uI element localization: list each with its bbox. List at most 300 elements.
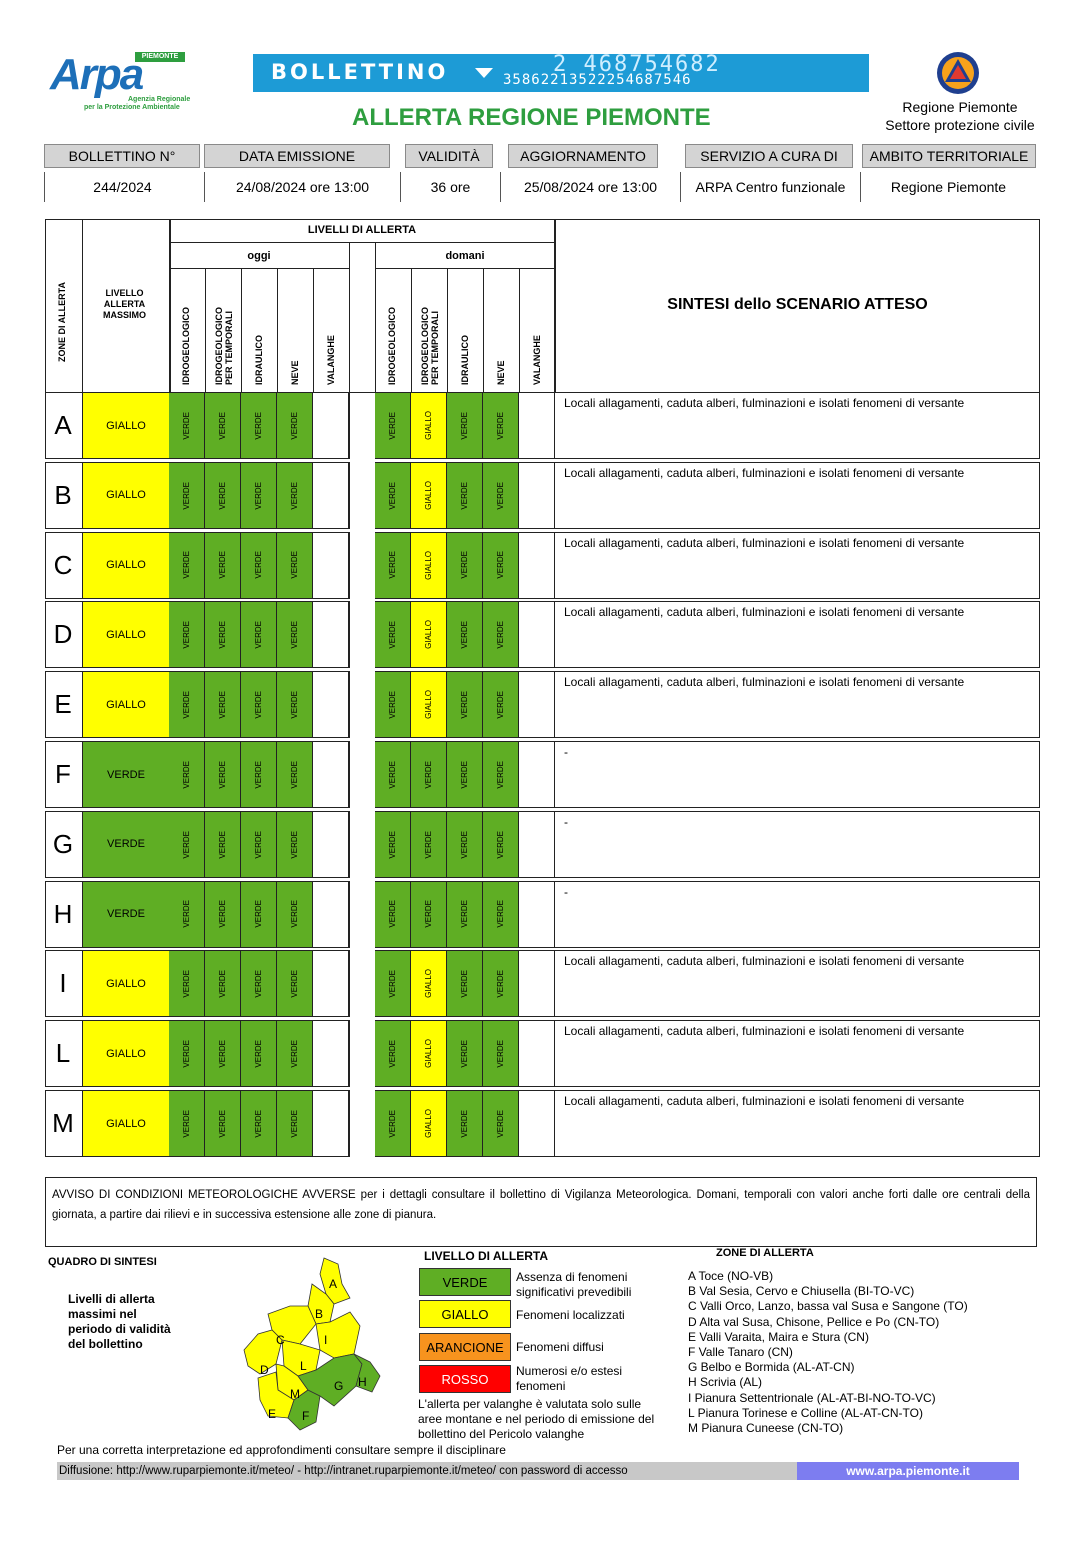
tomorrow-level-cell — [411, 533, 447, 598]
legend-giallo: GIALLO — [419, 1300, 511, 1328]
tomorrow-level-cell — [483, 1021, 519, 1086]
legend-title: LIVELLO DI ALLERTA — [424, 1249, 548, 1263]
tomorrow-level-cell — [519, 742, 555, 807]
tomorrow-level-cell — [411, 742, 447, 807]
logo-subtitle-2: per la Protezione Ambientale — [84, 104, 180, 111]
today-level-cell — [205, 742, 241, 807]
today-level-cell — [205, 882, 241, 947]
level-label: VERDE — [290, 760, 299, 789]
today-level-cell — [169, 812, 205, 877]
level-label: VERDE — [388, 900, 397, 928]
today-level-cell — [169, 463, 205, 528]
level-label: VERDE — [218, 690, 227, 719]
level-label: VERDE — [496, 411, 505, 440]
legend-arancione-desc: Fenomeni diffusi — [516, 1340, 604, 1354]
level-label: VERDE — [388, 621, 397, 649]
today-level-cell — [313, 1021, 349, 1086]
tomorrow-level-cell — [375, 742, 411, 807]
today-level-cell — [169, 951, 205, 1016]
level-label: VERDE — [182, 1109, 191, 1138]
zone-letter: B — [54, 479, 72, 510]
legend-rosso: ROSSO — [419, 1365, 511, 1393]
zone-legend-item: M Pianura Cuneese (CN-TO) — [688, 1421, 844, 1435]
scenario-text: - — [564, 745, 568, 759]
logo-badge: PIEMONTE — [135, 52, 185, 62]
level-label: VERDE — [182, 970, 191, 998]
level-label: VERDE — [460, 411, 469, 440]
level-label: VERDE — [218, 1109, 227, 1138]
tomorrow-level-cell — [447, 951, 483, 1016]
logo-subtitle-1: Agenzia Regionale — [128, 96, 191, 103]
tomorrow-level-cell — [483, 393, 519, 458]
today-level-cell — [277, 812, 313, 877]
zone-letter: E — [54, 689, 72, 720]
today-level-cell — [313, 533, 349, 598]
today-level-cell — [241, 951, 277, 1016]
level-label: VERDE — [496, 1039, 505, 1068]
level-label: VERDE — [218, 1039, 227, 1068]
level-label: VERDE — [496, 1109, 505, 1138]
level-label: VERDE — [460, 1039, 469, 1068]
level-label: VERDE — [254, 1039, 263, 1068]
info-header-ambito: AMBITO TERRITORIALE — [862, 144, 1036, 168]
scenario-text: Locali allagamenti, caduta alberi, fulminazioni e isolati fenomeni di versante — [564, 1094, 965, 1108]
level-label: GIALLO — [424, 550, 433, 580]
tomorrow-level-cell — [411, 812, 447, 877]
tomorrow-level-cell — [483, 463, 519, 528]
level-label: VERDE — [460, 900, 469, 928]
level-label: GIALLO — [424, 1109, 433, 1138]
col-neve-tomorrow: NEVE — [496, 360, 506, 385]
zone-letter: D — [53, 619, 73, 650]
max-level-cell: GIALLO — [82, 602, 170, 667]
level-label: VERDE — [290, 1039, 299, 1068]
tomorrow-level-cell — [447, 533, 483, 598]
tomorrow-level-cell — [519, 882, 555, 947]
level-label: VERDE — [290, 411, 299, 440]
weather-warning: AVVISO DI CONDIZIONI METEOROLOGICHE AVVERSE per i dettagli consultare il bollettino di Vigilanza Meteorologica. Domani, temporali con valori anche forti dalle ore centrali della giornata, a partire dai rilievi e in successiva estensione alle zone di pianura. — [45, 1177, 1037, 1247]
max-level-cell: VERDE — [82, 742, 170, 807]
today-level-cell — [313, 742, 349, 807]
today-level-cell — [313, 951, 349, 1016]
zone-letter: M — [52, 1108, 74, 1138]
level-label: VERDE — [388, 551, 397, 579]
zone-letter: A — [54, 410, 72, 440]
today-level-cell — [277, 672, 313, 737]
tomorrow-level-cell — [375, 463, 411, 528]
level-label: VERDE — [388, 970, 397, 998]
tomorrow-level-cell — [447, 393, 483, 458]
tomorrow-level-cell — [411, 393, 447, 458]
level-label: VERDE — [460, 481, 469, 510]
today-level-cell — [205, 672, 241, 737]
today-level-cell — [241, 463, 277, 528]
level-label: VERDE — [182, 551, 191, 579]
today-level-cell — [169, 882, 205, 947]
today-level-cell — [241, 533, 277, 598]
tomorrow-level-cell — [447, 463, 483, 528]
col-idrogeologico-today: IDROGEOLOGICO — [181, 306, 191, 385]
map-label-d: D — [260, 1363, 269, 1377]
level-label: VERDE — [460, 970, 469, 998]
zone-letter: L — [55, 1038, 71, 1069]
tomorrow-level-cell — [483, 672, 519, 737]
zone-legend-item: A Toce (NO-VB) — [688, 1269, 774, 1283]
level-label: VERDE — [460, 690, 469, 719]
tomorrow-level-cell — [375, 393, 411, 458]
footer-site-link[interactable]: www.arpa.piemonte.it — [797, 1462, 1019, 1480]
legend-valanghe-note: L'allerta per valanghe è valutata solo sulle aree montane e nel periodo di emissione del bollettino del Pericolo valanghe — [418, 1397, 655, 1441]
level-label: VERDE — [254, 621, 263, 649]
today-level-cell — [277, 533, 313, 598]
max-level-cell: GIALLO — [82, 672, 170, 737]
level-label: GIALLO — [424, 690, 433, 720]
level-label: GIALLO — [424, 620, 433, 650]
level-label: VERDE — [496, 760, 505, 789]
level-label: VERDE — [182, 621, 191, 649]
banner-label: BOLLETTINO — [271, 60, 449, 84]
tomorrow-level-cell — [375, 1091, 411, 1156]
level-label: VERDE — [496, 551, 505, 579]
map-label-a: A — [329, 1277, 338, 1291]
level-label: VERDE — [254, 830, 263, 859]
scenario-text: Locali allagamenti, caduta alberi, fulminazioni e isolati fenomeni di versante — [564, 1024, 965, 1039]
level-label: VERDE — [218, 621, 227, 649]
legend-verde-desc: Assenza di fenomeni significativi prevedibili — [516, 1270, 632, 1299]
map-label-c: C — [276, 1333, 285, 1347]
footer-diffusion[interactable]: Diffusione: http://www.ruparpiemonte.it/meteo/ - http://intranet.ruparpiemonte.it/meteo/ con password di accesso — [57, 1462, 797, 1480]
max-level-cell: GIALLO — [82, 1091, 170, 1156]
scenario-text: Locali allagamenti, caduta alberi, fulminazioni e isolati fenomeni di versante — [564, 954, 965, 969]
level-label: VERDE — [388, 411, 397, 440]
max-level-cell: VERDE — [82, 882, 170, 947]
tomorrow-level-cell — [411, 1021, 447, 1086]
zones-legend-title: ZONE DI ALLERTA — [716, 1247, 814, 1259]
info-value-bollettino: 244/2024 — [44, 172, 200, 202]
max-level-cell: GIALLO — [82, 393, 170, 458]
level-label: VERDE — [254, 411, 263, 440]
map-label-e: E — [268, 1407, 277, 1421]
max-level-cell: VERDE — [82, 812, 170, 877]
col-idraulico-today: IDRAULICO — [254, 335, 264, 385]
max-level-cell: GIALLO — [82, 533, 170, 598]
tomorrow-level-cell — [411, 602, 447, 667]
region-line-2: Settore protezione civile — [885, 117, 1035, 133]
level-label: VERDE — [254, 900, 263, 928]
region-line-1: Regione Piemonte — [902, 99, 1018, 115]
tomorrow-level-cell — [447, 602, 483, 667]
info-header-bollettino: BOLLETTINO N° — [44, 144, 200, 168]
today-level-cell — [205, 602, 241, 667]
zone-legend-item: L Pianura Torinese e Colline (AL-AT-CN-TO) — [688, 1405, 923, 1420]
today-level-cell — [313, 812, 349, 877]
logo-text: Arpa — [50, 50, 143, 99]
level-label: VERDE — [182, 481, 191, 510]
tomorrow-level-cell — [483, 882, 519, 947]
tomorrow-level-cell — [375, 812, 411, 877]
scenario-text: Locali allagamenti, caduta alberi, fulminazioni e isolati fenomeni di versante — [564, 605, 965, 620]
today-level-cell — [277, 602, 313, 667]
level-label: VERDE — [254, 481, 263, 510]
tomorrow-level-cell — [483, 951, 519, 1016]
tomorrow-level-cell — [519, 1091, 555, 1156]
zone-legend-item: D Alta val Susa, Chisone, Pellice e Po (CN-TO) — [688, 1314, 940, 1329]
map-label-m: M — [290, 1387, 300, 1401]
level-label: VERDE — [218, 900, 227, 928]
today-level-cell — [169, 742, 205, 807]
tomorrow-level-cell — [483, 533, 519, 598]
today-level-cell — [313, 1091, 349, 1156]
legend-giallo-desc: Fenomeni localizzati — [516, 1308, 625, 1322]
level-label: VERDE — [290, 1109, 299, 1138]
tomorrow-level-cell — [411, 672, 447, 737]
level-label: GIALLO — [424, 1039, 433, 1069]
level-label: VERDE — [290, 690, 299, 719]
legend-rosso-desc: Numerosi e/o estesi fenomeni — [516, 1364, 623, 1393]
today-level-cell — [241, 1091, 277, 1156]
tomorrow-level-cell — [519, 463, 555, 528]
today-level-cell — [169, 1091, 205, 1156]
info-value-servizio: ARPA Centro funzionale — [680, 172, 860, 202]
info-value-data: 24/08/2024 ore 13:00 — [204, 172, 400, 202]
tomorrow-level-cell — [447, 1091, 483, 1156]
zone-letter: G — [52, 828, 74, 859]
level-label: VERDE — [460, 1109, 469, 1138]
today-level-cell — [313, 463, 349, 528]
level-label: VERDE — [254, 690, 263, 719]
tomorrow-level-cell — [519, 602, 555, 667]
level-label: VERDE — [290, 970, 299, 998]
levels-header: LIVELLI DI ALLERTA — [307, 224, 417, 236]
level-label: VERDE — [254, 760, 263, 789]
today-level-cell — [277, 951, 313, 1016]
map-label-i: I — [324, 1333, 328, 1347]
tomorrow-level-cell — [519, 951, 555, 1016]
scenario-header: SINTESI dello SCENARIO ATTESO — [667, 296, 928, 313]
max-level-cell: GIALLO — [82, 1021, 170, 1086]
arpa-logo — [50, 50, 190, 120]
tomorrow-level-cell — [411, 882, 447, 947]
map-label-l: L — [300, 1359, 307, 1373]
tomorrow-level-cell — [375, 602, 411, 667]
level-label: VERDE — [218, 760, 227, 789]
zone-legend-item: F Valle Tanaro (CN) — [688, 1345, 793, 1359]
level-label: VERDE — [218, 830, 227, 859]
scenario-text: Locali allagamenti, caduta alberi, fulminazioni e isolati fenomeni di versante — [564, 675, 965, 690]
level-label: VERDE — [182, 760, 191, 789]
today-level-cell — [169, 672, 205, 737]
info-header-aggiornamento: AGGIORNAMENTO — [508, 144, 658, 168]
tomorrow-level-cell — [447, 672, 483, 737]
tomorrow-level-cell — [447, 882, 483, 947]
level-label: VERDE — [496, 900, 505, 928]
protezione-civile-icon — [935, 50, 981, 96]
level-label: VERDE — [460, 760, 469, 789]
today-level-cell — [169, 393, 205, 458]
scenario-text: - — [564, 884, 568, 899]
tomorrow-level-cell — [519, 672, 555, 737]
piemonte-map — [238, 1254, 388, 1434]
zone-letter: H — [53, 898, 73, 929]
tomorrow-level-cell — [375, 1021, 411, 1086]
map-label-f: F — [302, 1409, 310, 1423]
level-label: VERDE — [218, 551, 227, 579]
today-level-cell — [169, 533, 205, 598]
level-label: VERDE — [218, 481, 227, 510]
today-level-cell — [313, 393, 349, 458]
today-level-cell — [205, 533, 241, 598]
level-label: VERDE — [254, 551, 263, 579]
today-level-cell — [277, 882, 313, 947]
zone-legend-item: C Valli Orco, Lanzo, bassa val Susa e Sangone (TO) — [688, 1299, 968, 1314]
tomorrow-level-cell — [447, 1021, 483, 1086]
level-label: VERDE — [460, 621, 469, 649]
tomorrow-level-cell — [411, 951, 447, 1016]
level-label: VERDE — [254, 1109, 263, 1138]
level-label: VERDE — [290, 900, 299, 928]
info-value-aggiornamento: 25/08/2024 ore 13:00 — [500, 172, 680, 202]
max-level-cell: GIALLO — [82, 951, 170, 1016]
banner-digits-bottom: 35862213522254687546 — [503, 72, 692, 88]
legend-verde: VERDE — [419, 1268, 511, 1296]
level-label: VERDE — [290, 621, 299, 649]
level-label: VERDE — [182, 411, 191, 440]
col-neve-today: NEVE — [290, 360, 300, 385]
col-idrogeologico-tomorrow: IDROGEOLOGICO — [387, 306, 397, 385]
today-level-cell — [241, 882, 277, 947]
today-level-cell — [277, 393, 313, 458]
tomorrow-level-cell — [447, 812, 483, 877]
info-header-servizio: SERVIZIO A CURA DI — [685, 144, 853, 168]
level-label: VERDE — [290, 830, 299, 859]
zone-letter: I — [59, 968, 67, 999]
info-header-data: DATA EMISSIONE — [204, 144, 390, 168]
today-header: oggi — [247, 250, 271, 262]
today-level-cell — [277, 742, 313, 807]
col-valanghe-today: VALANGHE — [326, 335, 336, 385]
level-label: VERDE — [388, 760, 397, 789]
level-label: VERDE — [182, 830, 191, 859]
scenario-text: Locali allagamenti, caduta alberi, fulminazioni e isolati fenomeni di versante — [564, 396, 965, 410]
today-level-cell — [241, 602, 277, 667]
zone-letter: C — [53, 549, 73, 580]
max-level-cell: GIALLO — [82, 463, 170, 528]
level-label: VERDE — [290, 551, 299, 579]
tomorrow-level-cell — [519, 812, 555, 877]
col-temporali-today: IDROGEOLOGICO PER TEMPORALI — [214, 306, 234, 385]
today-level-cell — [205, 393, 241, 458]
info-value-validita: 36 ore — [400, 172, 500, 202]
today-level-cell — [277, 463, 313, 528]
level-label: VERDE — [496, 481, 505, 510]
col-temporali-tomorrow: IDROGEOLOGICO PER TEMPORALI — [420, 306, 440, 385]
legend-arancione: ARANCIONE — [419, 1333, 511, 1361]
tomorrow-level-cell — [411, 1091, 447, 1156]
level-label: GIALLO — [424, 480, 433, 510]
level-label: VERDE — [182, 1039, 191, 1068]
tomorrow-level-cell — [447, 742, 483, 807]
today-level-cell — [205, 951, 241, 1016]
summary-caption: Livelli di allerta massimi nel periodo di validità del bollettino — [68, 1292, 171, 1351]
today-level-cell — [169, 1021, 205, 1086]
zone-legend-item: I Pianura Settentrionale (AL-AT-BI-NO-TO-VC) — [688, 1390, 936, 1405]
today-level-cell — [313, 672, 349, 737]
bollettino-banner — [253, 54, 869, 92]
tomorrow-level-cell — [375, 533, 411, 598]
level-label: GIALLO — [424, 411, 433, 440]
tomorrow-level-cell — [483, 602, 519, 667]
region-name — [860, 98, 1060, 134]
summary-title: QUADRO DI SINTESI — [48, 1256, 157, 1268]
zone-legend-item: E Valli Varaita, Maira e Stura (CN) — [688, 1329, 869, 1344]
level-label: VERDE — [388, 830, 397, 859]
level-label: VERDE — [218, 411, 227, 440]
zone-legend-item: B Val Sesia, Cervo e Chiusella (BI-TO-VC) — [688, 1284, 915, 1299]
col-valanghe-tomorrow: VALANGHE — [532, 335, 542, 385]
zone-letter: F — [55, 759, 71, 789]
today-level-cell — [277, 1021, 313, 1086]
level-label: VERDE — [290, 481, 299, 510]
tomorrow-level-cell — [483, 742, 519, 807]
banner-digits-top: 2 468754682 — [553, 54, 721, 77]
today-level-cell — [241, 672, 277, 737]
tomorrow-level-cell — [411, 463, 447, 528]
info-header-validita: VALIDITÀ — [405, 144, 493, 168]
level-label: VERDE — [424, 900, 433, 928]
map-label-g: G — [334, 1379, 344, 1393]
level-label: VERDE — [460, 551, 469, 579]
zone-legend-item: G Belbo e Bormida (AL-AT-CN) — [688, 1360, 855, 1375]
map-label-b: B — [315, 1307, 324, 1321]
zone-column-header: ZONE DI ALLERTA — [57, 282, 67, 362]
level-label: VERDE — [424, 760, 433, 789]
chevron-down-icon — [475, 68, 493, 78]
today-level-cell — [205, 812, 241, 877]
level-label: GIALLO — [424, 969, 433, 999]
col-idraulico-tomorrow: IDRAULICO — [460, 335, 470, 385]
level-label: VERDE — [182, 690, 191, 719]
today-level-cell — [313, 602, 349, 667]
tomorrow-level-cell — [375, 672, 411, 737]
today-level-cell — [241, 742, 277, 807]
tomorrow-level-cell — [483, 812, 519, 877]
page-title: ALLERTA REGIONE PIEMONTE — [352, 104, 711, 131]
footer-note: Per una corretta interpretazione ed approfondimenti consultare sempre il disciplinare — [57, 1443, 506, 1457]
level-label: VERDE — [424, 830, 433, 859]
level-label: VERDE — [254, 970, 263, 998]
level-label: VERDE — [388, 1039, 397, 1068]
tomorrow-level-cell — [375, 951, 411, 1016]
tomorrow-level-cell — [519, 1021, 555, 1086]
level-label: VERDE — [496, 830, 505, 859]
today-level-cell — [169, 602, 205, 667]
tomorrow-level-cell — [519, 533, 555, 598]
level-label: VERDE — [218, 970, 227, 998]
today-level-cell — [205, 1091, 241, 1156]
level-label: VERDE — [182, 900, 191, 928]
scenario-text: Locali allagamenti, caduta alberi, fulminazioni e isolati fenomeni di versante — [564, 465, 965, 480]
level-label: VERDE — [496, 690, 505, 719]
map-label-h: H — [358, 1375, 367, 1389]
zone-legend-item: H Scrivia (AL) — [688, 1375, 763, 1390]
today-level-cell — [277, 1091, 313, 1156]
level-label: VERDE — [388, 481, 397, 510]
level-label: VERDE — [496, 970, 505, 998]
level-label: VERDE — [460, 830, 469, 859]
today-level-cell — [241, 1021, 277, 1086]
scenario-text: Locali allagamenti, caduta alberi, fulminazioni e isolati fenomeni di versante — [564, 535, 965, 550]
today-level-cell — [313, 882, 349, 947]
